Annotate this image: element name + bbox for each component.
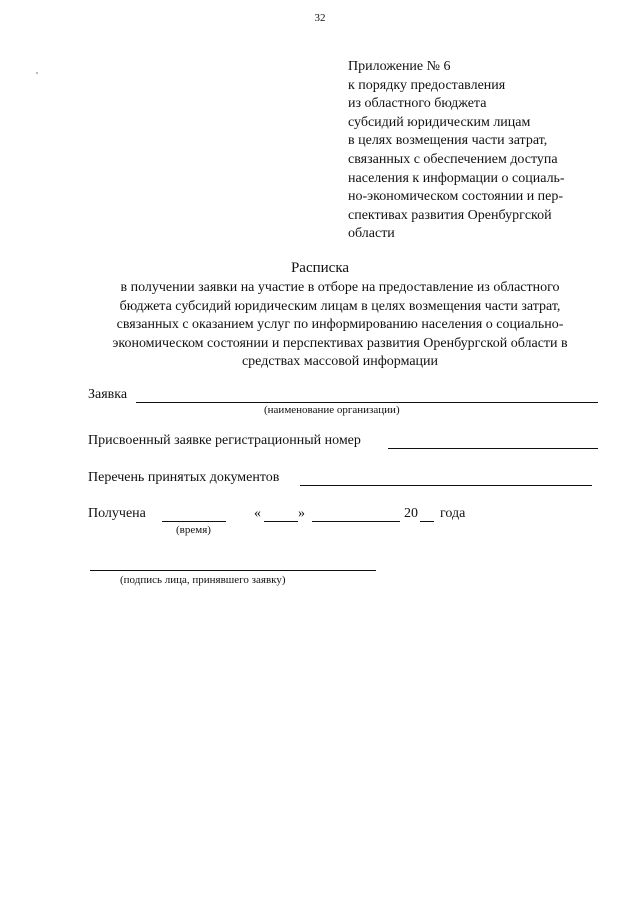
appendix-line: области	[348, 226, 395, 242]
appendix-line: Приложение № 6	[348, 59, 451, 74]
receipt-description	[80, 279, 600, 372]
time-caption: (время)	[176, 524, 211, 536]
signature-field[interactable]	[90, 570, 376, 571]
appendix-line: спективах развития Оренбургской	[348, 207, 552, 223]
reg-number-label: Присвоенный заявке регистрационный номер	[88, 433, 361, 448]
receipt-title: Расписка	[290, 260, 350, 276]
application-label: Заявка	[88, 387, 128, 402]
organization-caption: (наименование организации)	[264, 404, 400, 416]
month-field[interactable]	[312, 521, 400, 522]
page-number: 32	[314, 12, 326, 24]
time-field[interactable]	[162, 521, 226, 522]
appendix-line: связанных с обеспечением доступа	[348, 151, 558, 167]
organization-name-field[interactable]	[136, 402, 598, 403]
scan-speck	[36, 72, 38, 74]
day-field[interactable]	[264, 521, 298, 522]
documents-label: Перечень принятых документов	[88, 470, 280, 485]
receipt-line: экономическом состоянии и перспективах развития Оренбургской области в	[112, 335, 568, 351]
appendix-line: субсидий юридическим лицам	[348, 114, 531, 130]
year-prefix: 20	[404, 506, 418, 521]
year-suffix: года	[440, 506, 466, 521]
receipt-line: связанных с оказанием услуг по информированию населения о социально-	[116, 317, 564, 332]
receipt-line: в получении заявки на участие в отборе на предоставление из областного	[120, 280, 560, 295]
reg-number-field[interactable]	[388, 448, 598, 449]
receipt-line: бюджета субсидий юридическим лицам в целях возмещения части затрат,	[119, 298, 561, 314]
date-open-quote: «	[254, 506, 261, 521]
documents-field[interactable]	[300, 485, 592, 486]
appendix-line: из областного бюджета	[348, 96, 487, 112]
received-label: Получена	[88, 506, 146, 521]
appendix-line: населения к информации о социаль-	[348, 170, 565, 186]
appendix-block	[348, 58, 608, 244]
signature-caption: (подпись лица, принявшего заявку)	[120, 574, 286, 586]
year-field[interactable]	[420, 521, 434, 522]
receipt-line: средствах массовой информации	[241, 354, 439, 369]
date-close-quote: »	[298, 506, 305, 521]
appendix-line: в целях возмещения части затрат,	[348, 133, 548, 149]
appendix-line: к порядку предоставления	[348, 77, 506, 93]
appendix-line: но-экономическом состоянии и пер-	[348, 189, 564, 205]
